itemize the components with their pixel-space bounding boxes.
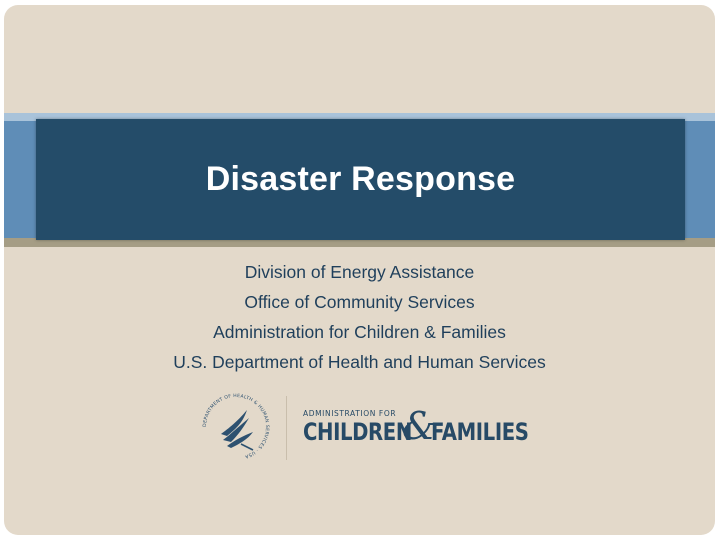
logo-divider [286,396,287,460]
acf-logo [303,404,533,451]
acf-logo-top-text: ADMINISTRATION FOR [303,409,397,418]
acf-logo-ampersand: & [402,404,436,448]
slide-title: Disaster Response [205,160,516,198]
logo-row [4,388,715,468]
hhs-eagle-seal-icon [197,388,275,466]
subtitle-line: Office of Community Services [244,292,475,312]
acf-logo-families: FAMILIES [431,418,529,446]
subtitle-line: U.S. Department of Health and Human Services [173,352,546,372]
acf-logo-children: CHILDREN [303,418,412,446]
subtitle-line: Administration for Children & Families [213,322,506,342]
slide [4,5,715,535]
subtitle-line: Division of Energy Assistance [244,262,475,282]
subtitle-list [4,257,715,377]
hhs-seal-text: DEPARTMENT OF HEALTH & HUMAN SERVICES · USA [202,393,270,459]
title-box [36,119,685,240]
